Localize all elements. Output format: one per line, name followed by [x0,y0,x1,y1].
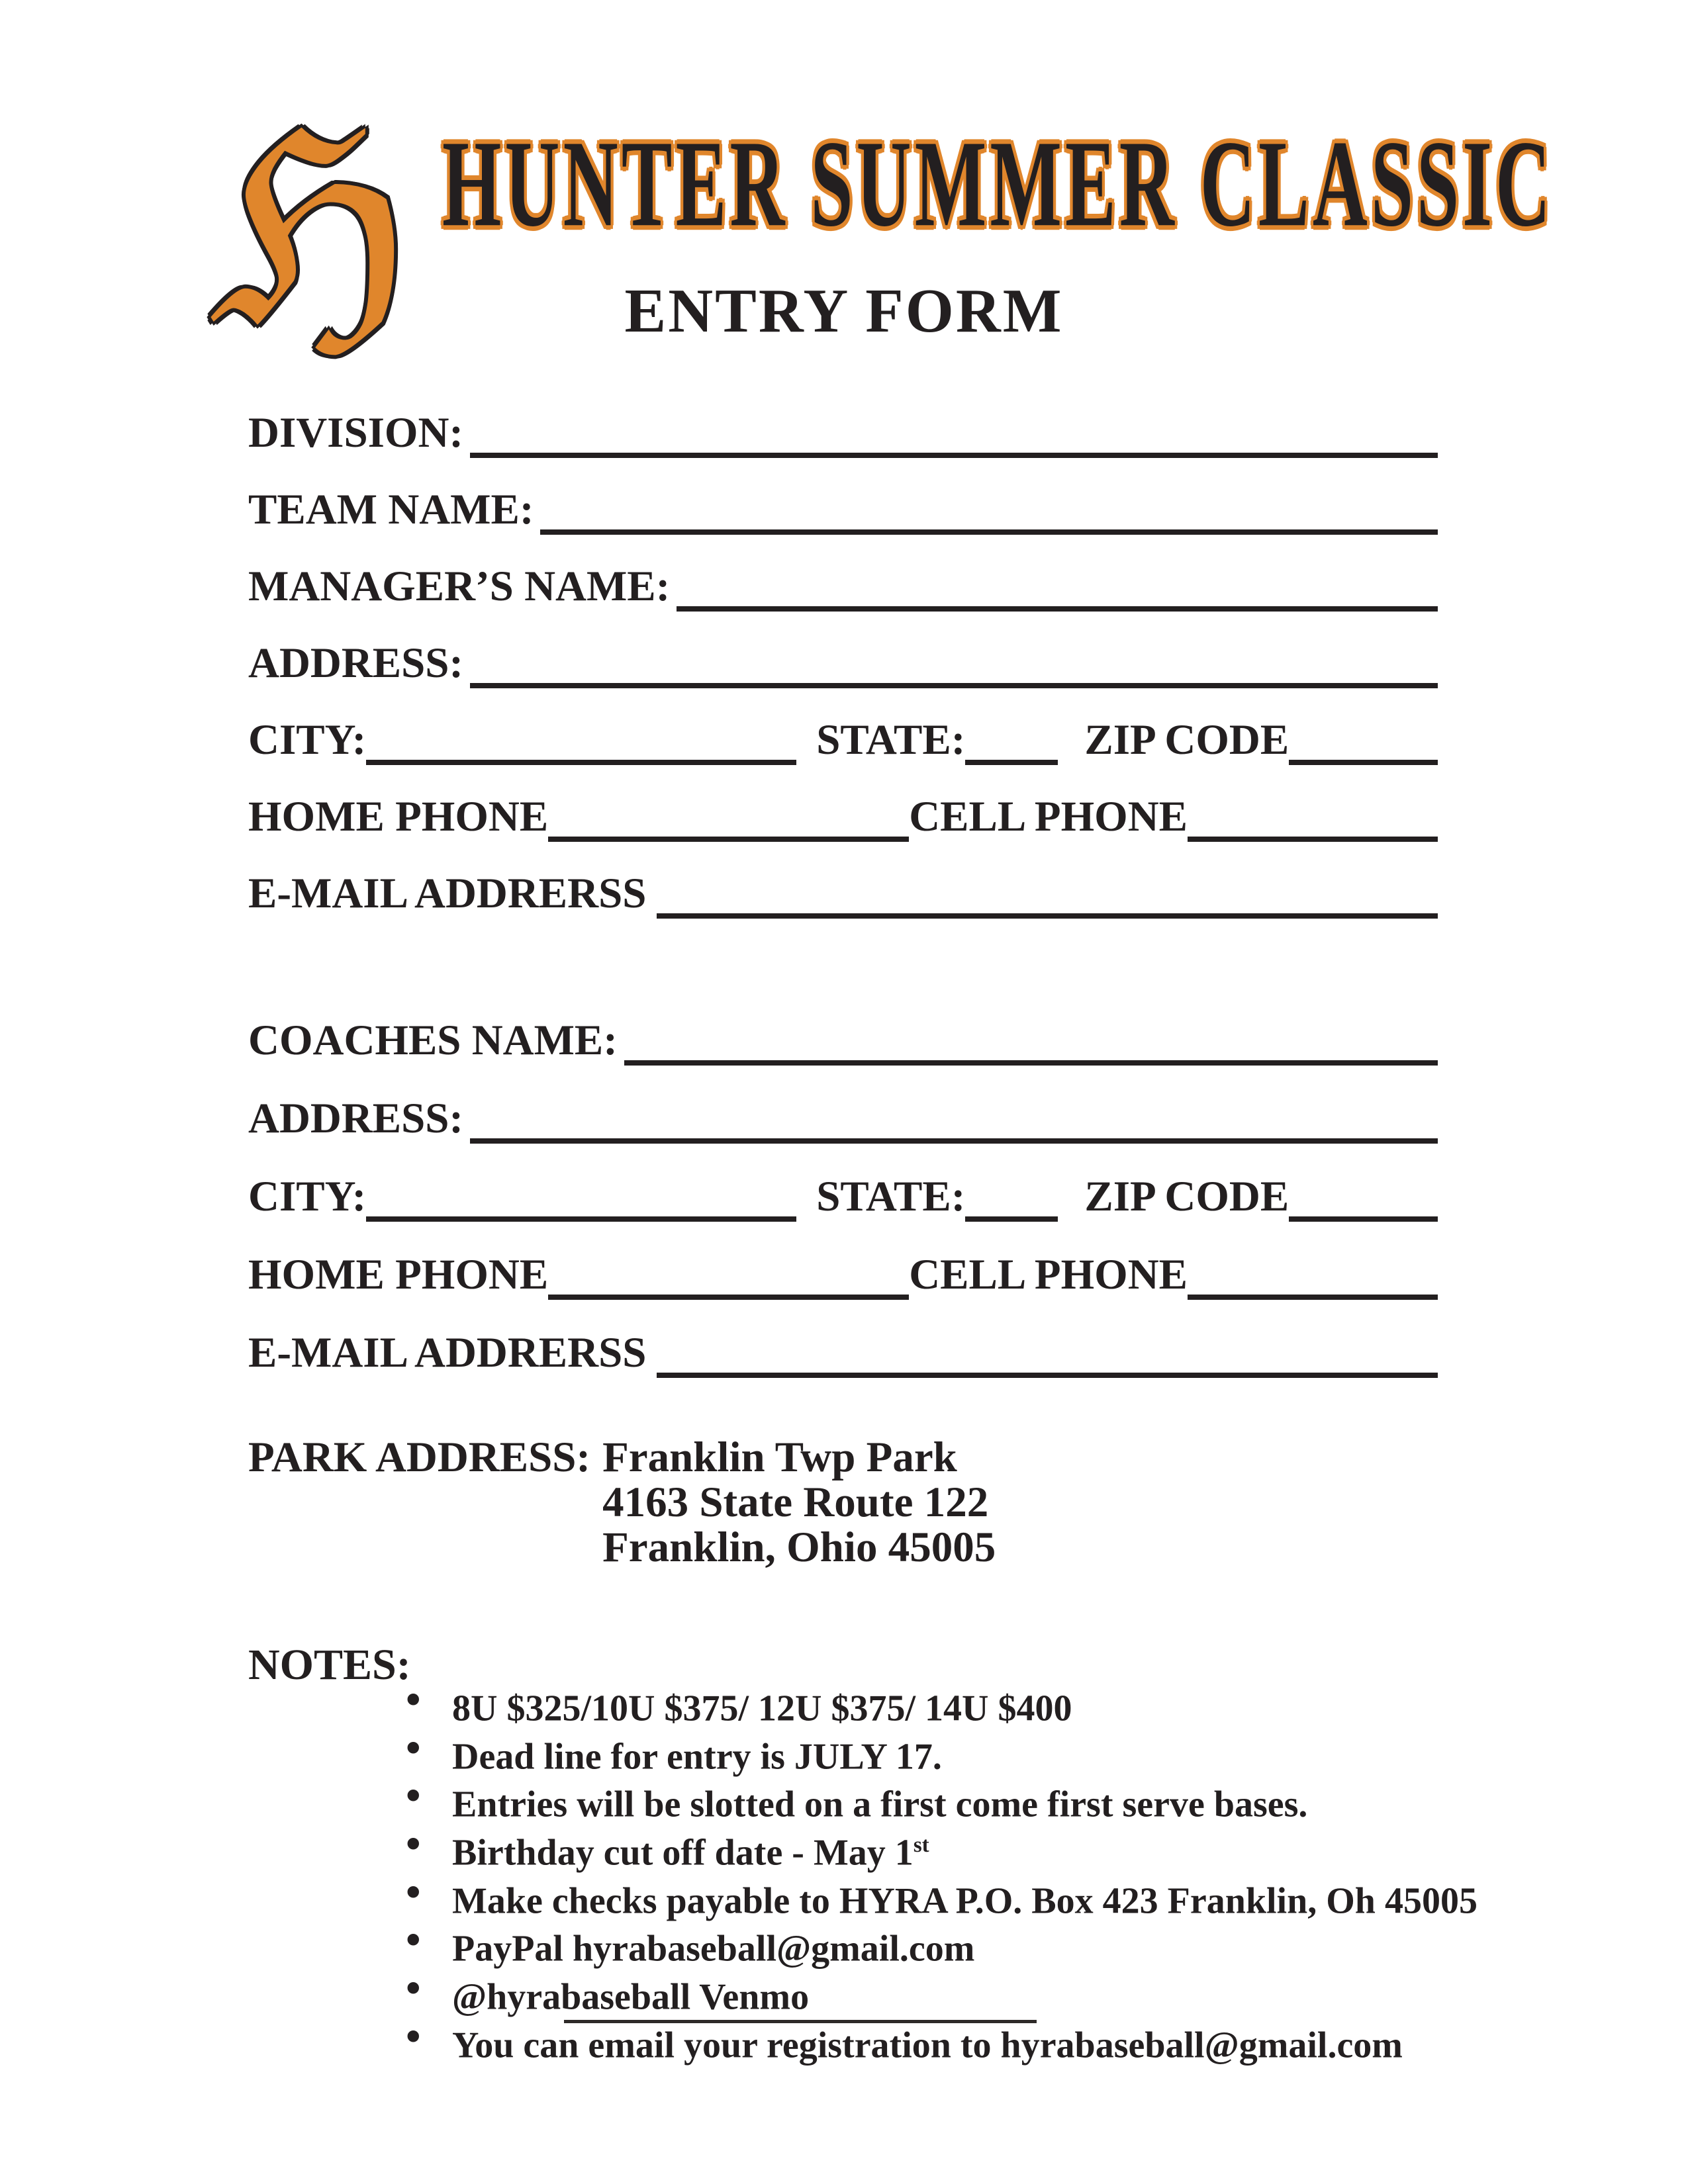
team-name-label: TEAM NAME: [248,486,534,533]
note-superscript: st [913,1833,929,1857]
coaches-name-label: COACHES NAME: [248,1017,618,1064]
division-label: DIVISION: [248,409,464,457]
state-blank-line [965,760,1058,765]
coaches-name-row [248,1005,1438,1066]
park-address-lines [602,1435,996,1570]
address-blank-line [470,683,1438,688]
home-phone-blank-line [548,1295,909,1300]
zip-code-blank-line [1289,760,1438,765]
note-item: • 8U $325/10U $375/ 12U $375/ 14U $400 [404,1681,1477,1729]
manager-email-row [248,858,1438,919]
city-label: CITY: [248,1173,367,1220]
address-blank-line [470,1138,1438,1144]
manager-phones-row [248,781,1438,842]
cell-phone-label: CELL PHONE [909,793,1188,841]
bottom-blank-line [564,2020,1037,2023]
email-label: E-MAIL ADDRERSS [248,1329,647,1377]
park-address-block [248,1435,996,1570]
coach-address-row [248,1083,1438,1144]
park-address-line: Franklin Twp Park [602,1433,957,1481]
email-blank-line [657,1373,1438,1378]
zip-code-label: ZIP CODE [1084,716,1289,764]
cell-phone-label: CELL PHONE [909,1251,1188,1298]
city-label: CITY: [248,716,367,764]
manager-city-state-zip-row [248,704,1438,765]
note-item: • Make checks payable to HYRA P.O. Box 423 Franklin, Oh 45005 [404,1874,1477,1922]
city-blank-line [366,760,796,765]
coach-phones-row [248,1239,1438,1300]
team-name-row [248,474,1438,535]
team-name-blank-line [540,529,1438,535]
email-label: E-MAIL ADDRERSS [248,870,647,917]
page-title: HUNTER SUMMER CLASSIC [442,114,1554,253]
email-blank-line [657,913,1438,919]
division-blank-line [470,453,1438,458]
home-phone-label: HOME PHONE [248,793,549,841]
note-item: • You can email your registration to hyrabaseball@gmail.com [404,2018,1477,2066]
city-blank-line [366,1216,796,1222]
address-label: ADDRESS: [248,639,464,687]
note-item: • PayPal hyrabaseball@gmail.com [404,1921,1477,1970]
managers-name-row [248,551,1438,612]
form-subtitle: ENTRY FORM [624,277,1064,345]
state-label: STATE: [816,716,966,764]
address-label: ADDRESS: [248,1095,464,1142]
note-item: • @hyrabaseball Venmo [404,1970,1477,2018]
division-row [248,397,1438,458]
coach-city-state-zip-row [248,1161,1438,1222]
park-address-line: Franklin, Ohio 45005 [602,1524,996,1571]
cell-phone-blank-line [1188,1295,1438,1300]
logo-letter: ℌ [211,76,410,384]
park-address-line: 4163 State Route 122 [602,1479,989,1526]
note-item: • Dead line for entry is JULY 17. [404,1729,1477,1778]
zip-code-label: ZIP CODE [1084,1173,1289,1220]
coach-email-row [248,1317,1438,1378]
cell-phone-blank-line [1188,837,1438,842]
coaches-name-blank-line [624,1060,1438,1066]
home-phone-blank-line [548,837,909,842]
notes-list [404,1681,1477,2066]
managers-name-label: MANAGER’S NAME: [248,563,671,610]
state-blank-line [965,1216,1058,1222]
note-item: • Birthday cut off date - May 1st [404,1825,1477,1874]
state-label: STATE: [816,1173,966,1220]
manager-address-row [248,627,1438,688]
note-item: • Entries will be slotted on a first come first serve bases. [404,1777,1477,1825]
zip-code-blank-line [1289,1216,1438,1222]
notes-label: NOTES: [248,1641,411,1689]
park-address-label: PARK ADDRESS: [248,1433,591,1481]
home-phone-label: HOME PHONE [248,1251,549,1298]
managers-name-blank-line [677,606,1438,612]
